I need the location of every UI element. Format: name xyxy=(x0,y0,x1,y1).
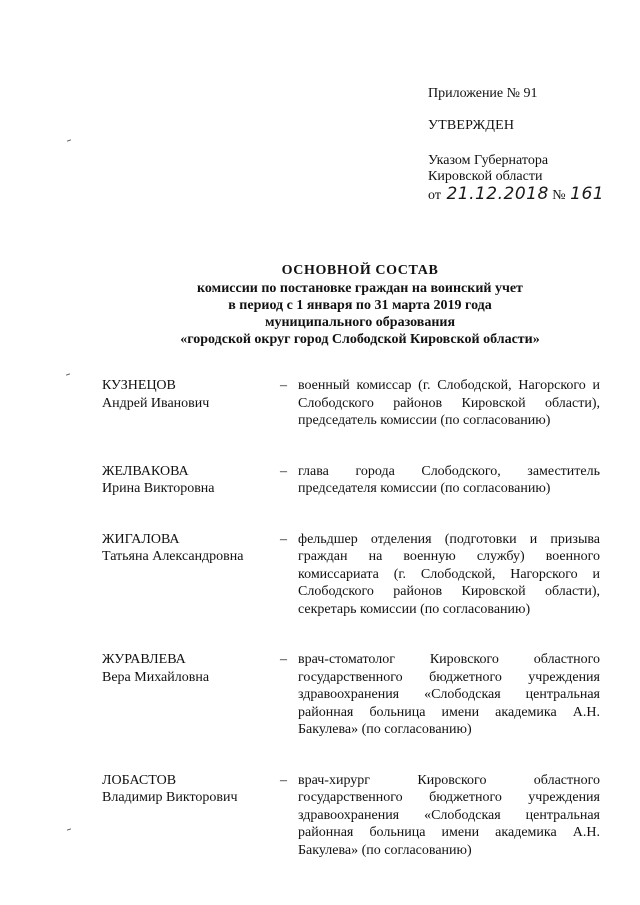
document-title: ОСНОВНОЙ СОСТАВ xyxy=(281,263,439,278)
member-name xyxy=(102,377,280,412)
member-surname: ЖУРАВЛЕВА xyxy=(102,652,186,667)
member-role: фельдшер отделения (подготовки и призыва граждан на военную службу) военного комиссариата (г. Слободской, Нагорского и Слободского районов Кировской области), секретарь комиссии (по согласованию) xyxy=(298,531,600,617)
member-given-name: Татьяна Александровна xyxy=(102,549,244,564)
member-given-name: Ирина Викторовна xyxy=(102,481,215,496)
decree-date-line xyxy=(428,186,628,204)
member-name xyxy=(102,651,280,686)
number-sign: № xyxy=(552,188,566,203)
member-role: военный комиссар (г. Слободской, Нагорского и Слободского районов Кировской области), председатель комиссии (по согласованию) xyxy=(298,378,600,428)
member-role: глава города Слободского, заместитель председателя комиссии (по согласованию) xyxy=(298,463,600,496)
member-dash: – xyxy=(280,378,287,393)
member-name xyxy=(102,463,280,498)
handwritten-date: 21.12.2018 xyxy=(446,184,549,204)
member-dash: – xyxy=(280,652,287,667)
decree-line-1: Указом Губернатора xyxy=(428,153,549,168)
scan-speck xyxy=(67,139,71,141)
member-surname: ЛОБАСТОВ xyxy=(102,772,177,788)
members-list xyxy=(102,377,600,859)
date-prefix: от xyxy=(428,188,441,203)
member-name xyxy=(102,531,280,566)
title-line-4: «городской округ город Слободской Кировской области» xyxy=(180,332,540,347)
member-entry xyxy=(102,772,600,860)
member-name xyxy=(102,772,280,807)
handwritten-number: 161 xyxy=(570,184,605,204)
member-entry xyxy=(102,377,600,430)
member-surname: КУЗНЕЦОВ xyxy=(102,378,176,393)
member-given-name: Андрей Иванович xyxy=(102,395,210,411)
member-entry xyxy=(102,651,600,739)
title-line-2: в период с 1 января по 31 марта 2019 года xyxy=(228,298,492,313)
member-entry xyxy=(102,463,600,498)
title-line-3: муниципального образования xyxy=(264,315,456,330)
member-dash: – xyxy=(280,772,287,788)
decree-line-2: Кировской области xyxy=(428,169,543,184)
title-line-1: комиссии по постановке граждан на воинский учет xyxy=(197,281,523,296)
member-dash: – xyxy=(280,531,287,547)
member-given-name: Вера Михайловна xyxy=(102,669,210,685)
member-role: врач-стоматолог Кировского областного государственного бюджетного учреждения здравоохранения «Слободская центральная районная больница имени академика А.Н. Бакулева» (по согласованию) xyxy=(298,652,600,737)
member-entry xyxy=(102,531,600,619)
approval-block xyxy=(428,86,628,204)
member-surname: ЖИГАЛОВА xyxy=(102,531,180,547)
member-surname: ЖЕЛВАКОВА xyxy=(102,463,189,479)
appendix-number: Приложение № 91 xyxy=(428,86,538,101)
scan-speck xyxy=(66,373,70,375)
document-title-block xyxy=(100,262,620,348)
member-given-name: Владимир Викторович xyxy=(102,790,238,805)
approved-stamp-text: УТВЕРЖДЕН xyxy=(428,118,515,133)
member-role: врач-хирург Кировского областного государственного бюджетного учреждения здравоохранения «Слободская центральная районная больница имени академика А.Н. Бакулева» (по согласованию) xyxy=(298,772,600,858)
scan-speck xyxy=(67,828,71,830)
member-dash: – xyxy=(280,463,287,479)
